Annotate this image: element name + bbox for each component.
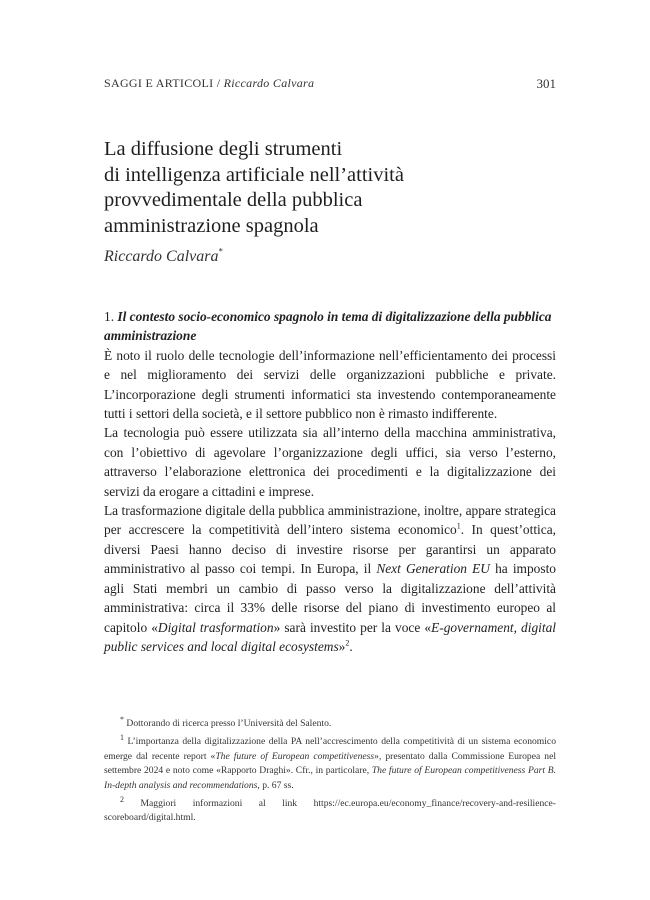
- footnote-text: Dottorando di ricerca presso l’Università del Salento.: [124, 718, 332, 729]
- footnote-marker: *: [120, 714, 124, 724]
- paragraph-italic: Next Generation EU: [376, 561, 490, 577]
- body-paragraph: La tecnologia può essere utilizzata sia all’interno della macchina amministrativa, con l’obiettivo di agevolare l’organizzazione degli uffici, sia verso l’esterno, attraverso l’elaborazione elettronica dei procedimenti e la digitalizzazione dei servizi da erogare a cittadini e imprese.: [104, 425, 556, 499]
- title-line: amministrazione spagnola: [104, 214, 319, 237]
- footnote-text: L’importanza della digitalizzazione della PA nell’accrescimento della competitività di un sistema economico emerge dal recente report «: [104, 736, 556, 762]
- footnote-text: », presentato dalla Commissione Europea nel settembre 2024 e noto come «Rapporto Draghi». Cfr., in particolare,: [104, 750, 556, 777]
- footnote-italic: The future of European competitiveness: [215, 750, 375, 762]
- section-heading: [104, 307, 556, 346]
- paragraph-italic: Digital trasformation: [157, 619, 274, 635]
- body-paragraph: [104, 501, 556, 656]
- article-title: [104, 137, 574, 239]
- footnote-italic: The future of European competitiveness Part B. In-depth analysis and recommendations: [104, 765, 556, 791]
- footnote-marker: 2: [120, 794, 124, 804]
- paragraph-italic: E-governament, digital public services and local digital ecosystems: [104, 619, 557, 654]
- page-number: 301: [536, 76, 556, 91]
- paragraph-text: . In quest’ottica, diversi Paesi hanno deciso di investire risorse per garantirsi un apparato amministrativo al passo coi tempi. In Europa, il: [104, 522, 556, 577]
- running-head: [104, 76, 556, 91]
- paragraph-text: ha imposto agli Stati membri un cambio di passo verso la digitalizzazione dell’attività amministrativa: circa il 33% delle risorse del piano di investimento europeo al capitolo «: [104, 561, 556, 635]
- author-name: Riccardo Calvara: [104, 248, 219, 265]
- footnote-text: Maggiori informazioni al link https://ec.europa.eu/economy_finance/recovery-and-resilience-scoreboard/digital.html.: [104, 798, 556, 824]
- paragraph-text: »: [338, 638, 346, 654]
- body-paragraph: È noto il ruolo delle tecnologie dell’informazione nell’efficientamento dei processi e nel miglioramento dei servizi delle organizzazioni pubbliche e private. L’incorporazione degli strumenti informatici sta investendo contemporaneamente tutti i settori della società, e il settore pubblico non è rimasto indifferente.: [104, 347, 556, 422]
- article-body: [104, 307, 556, 656]
- footnote-marker: 1: [120, 733, 124, 743]
- author-footnote-marker[interactable]: *: [218, 246, 223, 257]
- title-line: La diffusione degli strumenti: [104, 138, 343, 160]
- footnote-ref[interactable]: 2: [345, 638, 350, 648]
- section-number: 1.: [104, 309, 118, 324]
- footnote-ref[interactable]: 1: [456, 522, 461, 531]
- paragraph-text: .: [349, 638, 353, 654]
- footnote: [104, 735, 556, 793]
- footnote: [104, 714, 556, 731]
- title-line: provvedimentale della pubblica: [104, 189, 363, 211]
- footnotes: [104, 714, 556, 830]
- paragraph-text: La trasformazione digitale della pubblica amministrazione, inoltre, appare strategica per accrescere la competitività dell’intero sistema economico: [104, 503, 556, 538]
- running-head-section: SAGGI E ARTICOLI /: [104, 76, 224, 90]
- footnote-text: , p. 67 ss.: [257, 779, 294, 791]
- section-title: Il contesto socio-economico spagnolo in tema di digitalizzazione della pubblica amministrazione: [104, 309, 552, 344]
- article-author: [104, 248, 223, 266]
- paragraph-text: » sarà investito per la voce «: [273, 619, 432, 635]
- footnote: [104, 794, 556, 826]
- running-head-author: Riccardo Calvara: [223, 76, 315, 90]
- title-line: di intelligenza artificiale nell’attività: [104, 163, 404, 186]
